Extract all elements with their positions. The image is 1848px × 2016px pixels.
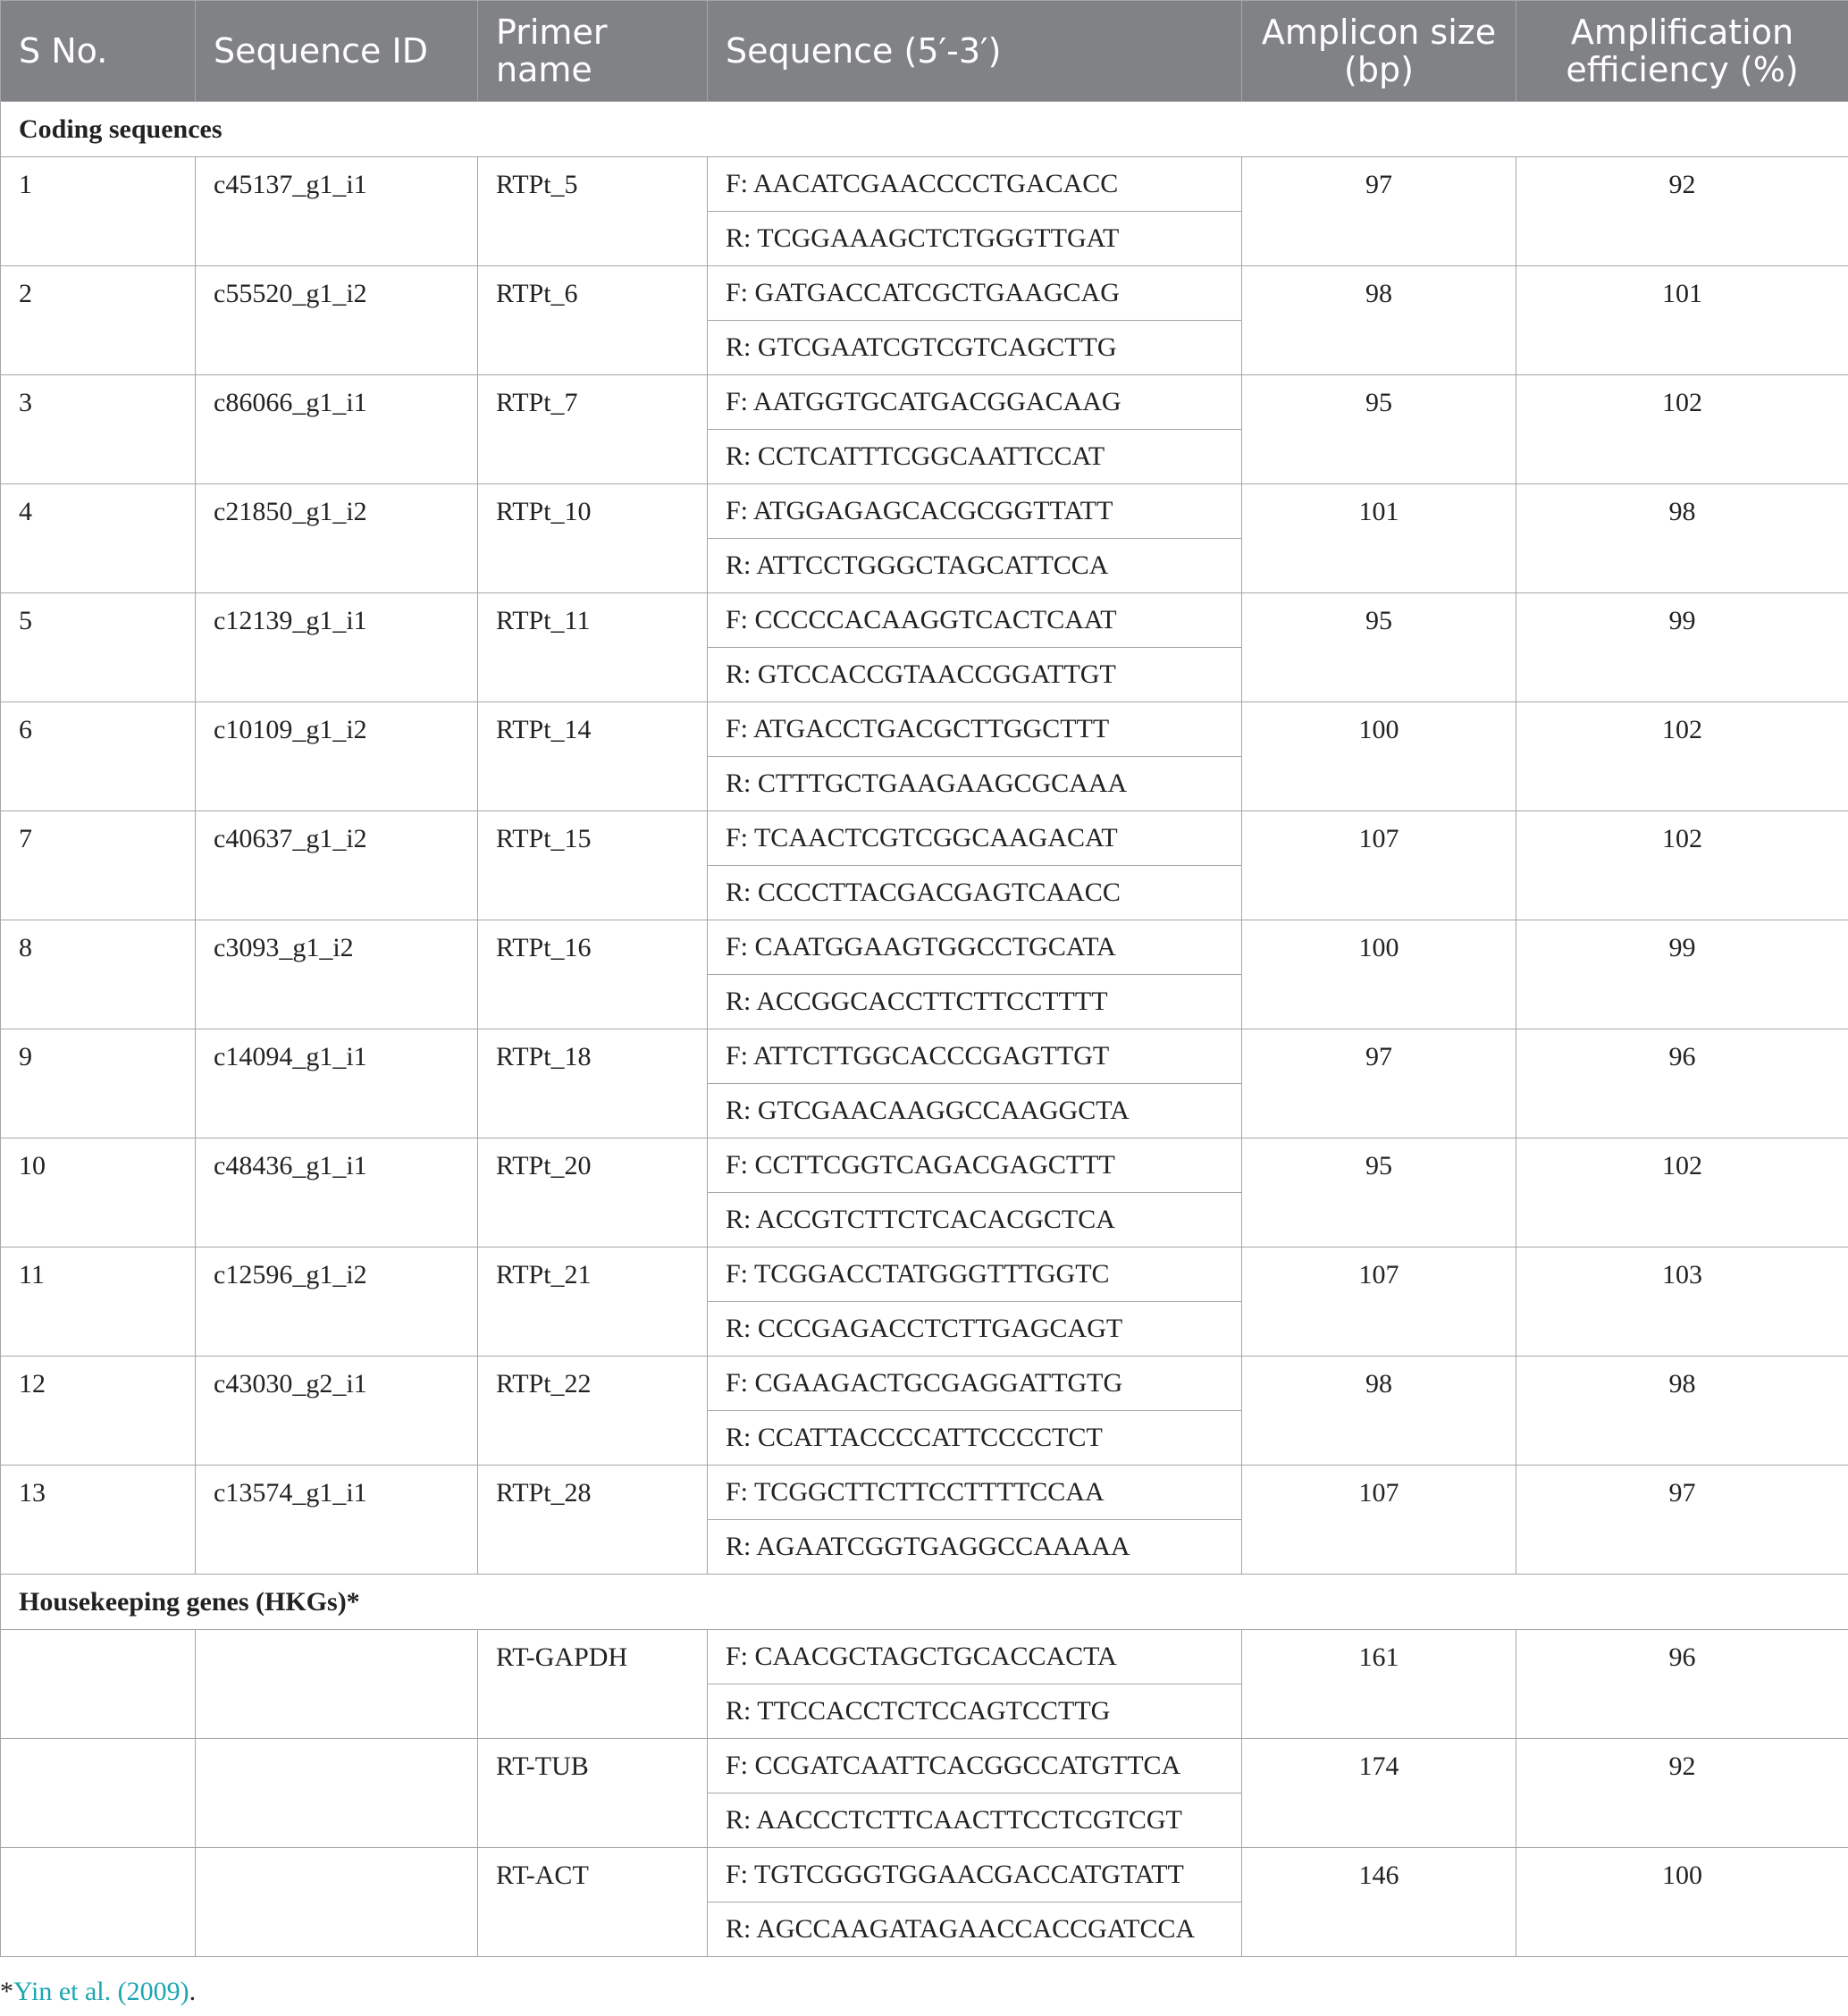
- cell-sequence-id: c48436_g1_i1: [196, 1138, 478, 1247]
- cell-primer-name: RTPt_6: [478, 266, 708, 375]
- table-row: [1, 375, 1848, 430]
- cell-forward-sequence: F: ATGACCTGACGCTTGGCTTT: [708, 702, 1242, 757]
- cell-sequence-id: c40637_g1_i2: [196, 811, 478, 920]
- cell-primer-name: RTPt_15: [478, 811, 708, 920]
- cell-amplification-efficiency: 102: [1516, 1138, 1848, 1247]
- cell-amplification-efficiency: 97: [1516, 1466, 1848, 1575]
- cell-sequence-id: c45137_g1_i1: [196, 157, 478, 266]
- section-row: [1, 102, 1848, 157]
- cell-sequence-id: c3093_g1_i2: [196, 920, 478, 1029]
- cell-sno: [1, 1630, 196, 1739]
- table-row: [1, 702, 1848, 757]
- cell-amplicon-size: 97: [1242, 1029, 1516, 1138]
- cell-reverse-sequence: R: AACCCTCTTCAACTTCCTCGTCGT: [708, 1793, 1242, 1848]
- cell-amplification-efficiency: 96: [1516, 1630, 1848, 1739]
- cell-amplification-efficiency: 92: [1516, 157, 1848, 266]
- cell-reverse-sequence: R: CCCCTTACGACGAGTCAACC: [708, 866, 1242, 920]
- cell-amplicon-size: 100: [1242, 702, 1516, 811]
- table-row: [1, 1357, 1848, 1411]
- header-sequence-id: Sequence ID: [196, 1, 478, 102]
- cell-sno: 1: [1, 157, 196, 266]
- table-row: [1, 811, 1848, 866]
- footnote-marker: *: [0, 1977, 13, 2006]
- table-body: [1, 102, 1848, 1957]
- cell-forward-sequence: F: TCAACTCGTCGGCAAGACAT: [708, 811, 1242, 866]
- cell-sno: 12: [1, 1357, 196, 1466]
- cell-sno: 3: [1, 375, 196, 484]
- cell-sno: 4: [1, 484, 196, 593]
- cell-primer-name: RTPt_16: [478, 920, 708, 1029]
- cell-primer-name: RTPt_22: [478, 1357, 708, 1466]
- cell-sequence-id: c12596_g1_i2: [196, 1247, 478, 1357]
- cell-sno: [1, 1739, 196, 1848]
- cell-amplicon-size: 101: [1242, 484, 1516, 593]
- table-row: [1, 920, 1848, 975]
- cell-reverse-sequence: R: CCATTACCCCATTCCCCTCT: [708, 1411, 1242, 1466]
- table-footnote: [0, 1977, 196, 2007]
- section-row: [1, 1575, 1848, 1630]
- cell-amplification-efficiency: 102: [1516, 375, 1848, 484]
- cell-amplicon-size: 95: [1242, 375, 1516, 484]
- cell-reverse-sequence: R: GTCGAACAAGGCCAAGGCTA: [708, 1084, 1242, 1138]
- cell-amplicon-size: 146: [1242, 1848, 1516, 1957]
- cell-amplicon-size: 107: [1242, 1466, 1516, 1575]
- cell-amplification-efficiency: 99: [1516, 920, 1848, 1029]
- cell-forward-sequence: F: CAATGGAAGTGGCCTGCATA: [708, 920, 1242, 975]
- cell-reverse-sequence: R: GTCCACCGTAACCGGATTGT: [708, 648, 1242, 702]
- cell-forward-sequence: F: GATGACCATCGCTGAAGCAG: [708, 266, 1242, 321]
- table-row: [1, 1029, 1848, 1084]
- cell-reverse-sequence: R: CCCGAGACCTCTTGAGCAGT: [708, 1302, 1242, 1357]
- header-primer-name: Primer name: [478, 1, 708, 102]
- cell-sno: 10: [1, 1138, 196, 1247]
- cell-amplification-efficiency: 99: [1516, 593, 1848, 702]
- cell-primer-name: RTPt_11: [478, 593, 708, 702]
- cell-sequence-id: c55520_g1_i2: [196, 266, 478, 375]
- cell-sno: 8: [1, 920, 196, 1029]
- cell-sequence-id: c12139_g1_i1: [196, 593, 478, 702]
- cell-amplicon-size: 98: [1242, 1357, 1516, 1466]
- cell-amplification-efficiency: 101: [1516, 266, 1848, 375]
- table-header: [1, 1, 1848, 102]
- header-sno: S No.: [1, 1, 196, 102]
- cell-amplicon-size: 98: [1242, 266, 1516, 375]
- section-title: Coding sequences: [1, 102, 1848, 157]
- cell-amplification-efficiency: 92: [1516, 1739, 1848, 1848]
- cell-reverse-sequence: R: AGCCAAGATAGAACCACCGATCCA: [708, 1903, 1242, 1957]
- cell-forward-sequence: F: ATGGAGAGCACGCGGTTATT: [708, 484, 1242, 539]
- header-row: [1, 1, 1848, 102]
- cell-amplicon-size: 97: [1242, 157, 1516, 266]
- cell-sequence-id: [196, 1848, 478, 1957]
- table-row: [1, 1848, 1848, 1903]
- cell-reverse-sequence: R: CTTTGCTGAAGAAGCGCAAA: [708, 757, 1242, 811]
- cell-sno: 11: [1, 1247, 196, 1357]
- footnote-reference-link[interactable]: Yin et al. (2009): [13, 1977, 189, 2006]
- cell-amplification-efficiency: 100: [1516, 1848, 1848, 1957]
- cell-amplification-efficiency: 98: [1516, 1357, 1848, 1466]
- header-amplification-efficiency: Amplification efficiency (%): [1516, 1, 1848, 102]
- table-row: [1, 1739, 1848, 1793]
- cell-sequence-id: c43030_g2_i1: [196, 1357, 478, 1466]
- cell-amplification-efficiency: 102: [1516, 702, 1848, 811]
- footnote-trailing: .: [189, 1977, 197, 2006]
- table-row: [1, 157, 1848, 212]
- cell-sequence-id: c86066_g1_i1: [196, 375, 478, 484]
- cell-forward-sequence: F: CCCCCACAAGGTCACTCAAT: [708, 593, 1242, 648]
- cell-sequence-id: c13574_g1_i1: [196, 1466, 478, 1575]
- cell-forward-sequence: F: CGAAGACTGCGAGGATTGTG: [708, 1357, 1242, 1411]
- cell-sno: 9: [1, 1029, 196, 1138]
- cell-amplification-efficiency: 98: [1516, 484, 1848, 593]
- cell-sequence-id: [196, 1630, 478, 1739]
- cell-reverse-sequence: R: GTCGAATCGTCGTCAGCTTG: [708, 321, 1242, 375]
- cell-primer-name: RTPt_21: [478, 1247, 708, 1357]
- cell-amplification-efficiency: 102: [1516, 811, 1848, 920]
- cell-sno: 13: [1, 1466, 196, 1575]
- cell-sno: 6: [1, 702, 196, 811]
- header-sequence: Sequence (5′-3′): [708, 1, 1242, 102]
- cell-primer-name: RTPt_18: [478, 1029, 708, 1138]
- table-row: [1, 593, 1848, 648]
- cell-forward-sequence: F: AACATCGAACCCCTGACACC: [708, 157, 1242, 212]
- cell-amplicon-size: 107: [1242, 1247, 1516, 1357]
- cell-reverse-sequence: R: ATTCCTGGGCTAGCATTCCA: [708, 539, 1242, 593]
- table-row: [1, 484, 1848, 539]
- cell-amplification-efficiency: 103: [1516, 1247, 1848, 1357]
- cell-amplification-efficiency: 96: [1516, 1029, 1848, 1138]
- cell-primer-name: RTPt_20: [478, 1138, 708, 1247]
- cell-sno: [1, 1848, 196, 1957]
- cell-primer-name: RTPt_10: [478, 484, 708, 593]
- table-row: [1, 1247, 1848, 1302]
- cell-reverse-sequence: R: TCGGAAAGCTCTGGGTTGAT: [708, 212, 1242, 266]
- table-row: [1, 1138, 1848, 1193]
- cell-reverse-sequence: R: CCTCATTTCGGCAATTCCAT: [708, 430, 1242, 484]
- cell-primer-name: RT-ACT: [478, 1848, 708, 1957]
- cell-sno: 7: [1, 811, 196, 920]
- section-title: Housekeeping genes (HKGs)*: [1, 1575, 1848, 1630]
- cell-primer-name: RTPt_5: [478, 157, 708, 266]
- cell-primer-name: RTPt_28: [478, 1466, 708, 1575]
- cell-forward-sequence: F: CCGATCAATTCACGGCCATGTTCA: [708, 1739, 1242, 1793]
- cell-forward-sequence: F: AATGGTGCATGACGGACAAG: [708, 375, 1242, 430]
- cell-forward-sequence: F: TCGGACCTATGGGTTTGGTC: [708, 1247, 1242, 1302]
- cell-reverse-sequence: R: ACCGTCTTCTCACACGCTCA: [708, 1193, 1242, 1247]
- cell-amplicon-size: 95: [1242, 593, 1516, 702]
- cell-amplicon-size: 107: [1242, 811, 1516, 920]
- table-row: [1, 1466, 1848, 1520]
- cell-amplicon-size: 100: [1242, 920, 1516, 1029]
- cell-primer-name: RTPt_14: [478, 702, 708, 811]
- cell-amplicon-size: 174: [1242, 1739, 1516, 1848]
- cell-primer-name: RTPt_7: [478, 375, 708, 484]
- cell-forward-sequence: F: CAACGCTAGCTGCACCACTA: [708, 1630, 1242, 1684]
- cell-sequence-id: c14094_g1_i1: [196, 1029, 478, 1138]
- cell-sno: 5: [1, 593, 196, 702]
- cell-reverse-sequence: R: ACCGGCACCTTCTTCCTTTT: [708, 975, 1242, 1029]
- cell-forward-sequence: F: TGTCGGGTGGAACGACCATGTATT: [708, 1848, 1242, 1903]
- cell-primer-name: RT-GAPDH: [478, 1630, 708, 1739]
- cell-amplicon-size: 161: [1242, 1630, 1516, 1739]
- header-amplicon-size: Amplicon size (bp): [1242, 1, 1516, 102]
- table-row: [1, 266, 1848, 321]
- cell-sequence-id: [196, 1739, 478, 1848]
- cell-forward-sequence: F: CCTTCGGTCAGACGAGCTTT: [708, 1138, 1242, 1193]
- cell-forward-sequence: F: ATTCTTGGCACCCGAGTTGT: [708, 1029, 1242, 1084]
- table-row: [1, 1630, 1848, 1684]
- cell-amplicon-size: 95: [1242, 1138, 1516, 1247]
- cell-sequence-id: c21850_g1_i2: [196, 484, 478, 593]
- cell-sno: 2: [1, 266, 196, 375]
- cell-reverse-sequence: R: TTCCACCTCTCCAGTCCTTG: [708, 1684, 1242, 1739]
- cell-sequence-id: c10109_g1_i2: [196, 702, 478, 811]
- cell-forward-sequence: F: TCGGCTTCTTCCTTTTCCAA: [708, 1466, 1242, 1520]
- cell-primer-name: RT-TUB: [478, 1739, 708, 1848]
- cell-reverse-sequence: R: AGAATCGGTGAGGCCAAAAA: [708, 1520, 1242, 1575]
